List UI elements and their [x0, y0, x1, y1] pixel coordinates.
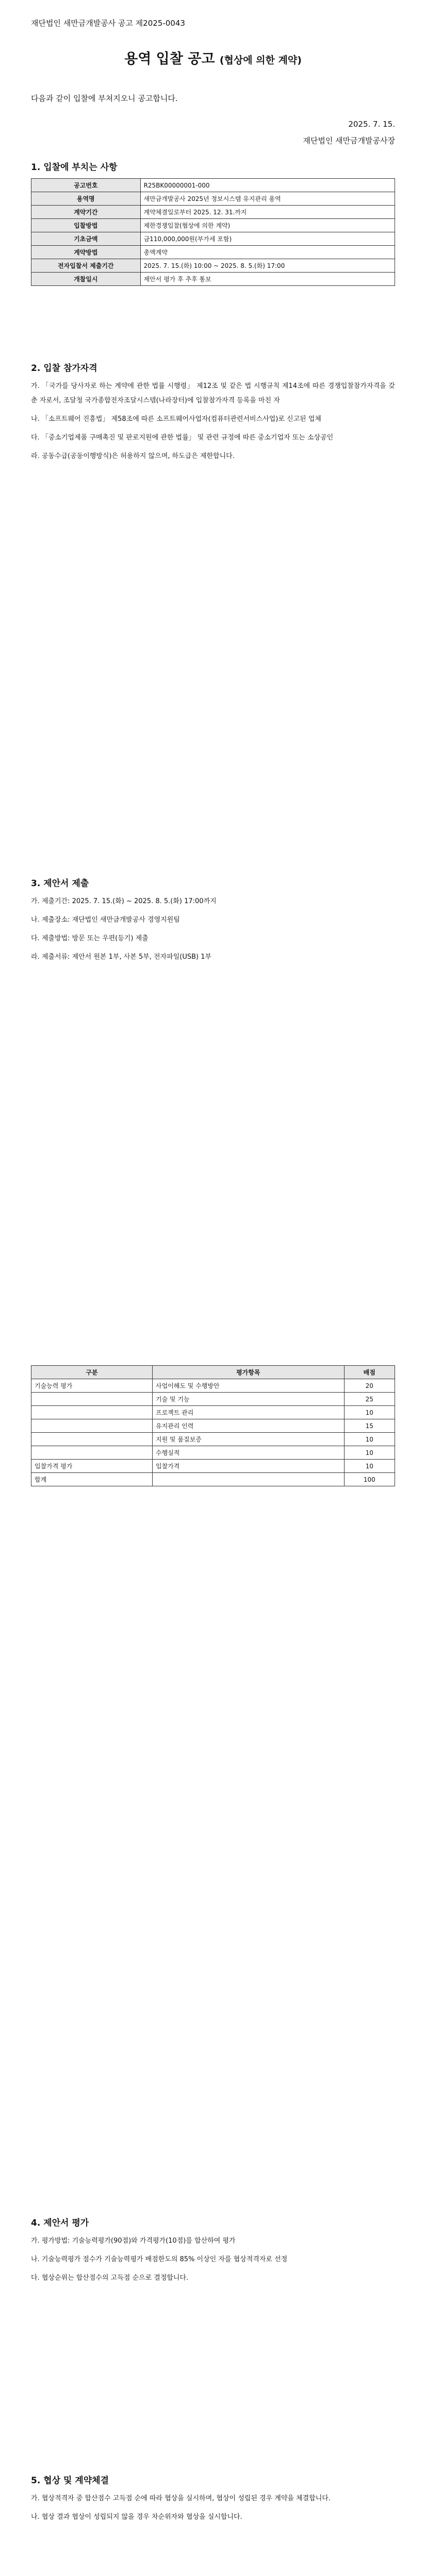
- title-sub: (협상에 의한 계약): [219, 55, 302, 66]
- column-header: 평가항목: [153, 1366, 345, 1379]
- table-cell: 기술능력 평가: [31, 1379, 153, 1393]
- row-value: 금110,000,000원(부가세 포함): [140, 232, 395, 246]
- table-cell: [31, 1419, 153, 1433]
- table-row: [31, 192, 395, 206]
- row-value: R25BK00000001-000: [140, 179, 395, 192]
- table-row: [31, 1406, 395, 1419]
- row-key: 계약방법: [31, 246, 141, 259]
- section-2-title: 2. 입찰 참가자격: [31, 363, 97, 374]
- section-2-body: [31, 379, 395, 468]
- row-value: 계약체결일로부터 2025. 12. 31.까지: [140, 206, 395, 219]
- table-cell: 15: [344, 1419, 395, 1433]
- list-item: 나. 제출장소: 재단법인 새만금개발공사 경영지원팀: [31, 916, 180, 924]
- column-header: 배점: [344, 1366, 395, 1379]
- table-cell: 100: [344, 1473, 395, 1486]
- table-row: [31, 1473, 395, 1486]
- table-cell: 수행실적: [153, 1446, 345, 1460]
- row-key: 개찰일시: [31, 273, 141, 286]
- table-row: [31, 206, 395, 219]
- table-cell: [31, 1393, 153, 1406]
- section-4-title: 4. 제안서 평가: [31, 2218, 89, 2228]
- list-item: 가. 협상적격자 중 합산점수 고득점 순에 따라 협상을 실시하며, 협상이 성립된 경우 계약을 체결합니다.: [31, 2495, 331, 2502]
- list-item: 다. 제출방법: 방문 또는 우편(등기) 제출: [31, 935, 149, 942]
- table-cell: 10: [344, 1433, 395, 1446]
- list-item: 가. 제출기간: 2025. 7. 15.(화) ~ 2025. 8. 5.(화) 17:00까지: [31, 897, 217, 905]
- table-cell: 유지관리 인력: [153, 1419, 345, 1433]
- table-cell: 기술 및 기능: [153, 1393, 345, 1406]
- row-value: 제안서 평가 후 추후 통보: [140, 273, 395, 286]
- row-key: 전자입찰서 제출기간: [31, 259, 141, 273]
- table-row: [31, 259, 395, 273]
- table-row: [31, 219, 395, 232]
- row-key: 공고번호: [31, 179, 141, 192]
- section-5-title: 5. 협상 및 계약체결: [31, 2476, 109, 2486]
- table-row: [31, 1379, 395, 1393]
- row-key: 계약기간: [31, 206, 141, 219]
- list-item: 가. 「국가를 당사자로 하는 계약에 관한 법률 시행령」 제12조 및 같은 법 시행규칙 제14조에 따른 경쟁입찰참가자격을 갖춘 자로서, 조달청 국가종합전자조달시스템(나라장터)에 입찰참가자격 등록을 마친 자: [31, 382, 395, 404]
- section-5-body: [31, 2492, 395, 2529]
- table-cell: 합계: [31, 1473, 153, 1486]
- list-item: 라. 공동수급(공동이행방식)은 허용하지 않으며, 하도급은 제한합니다.: [31, 452, 235, 460]
- table-row: [31, 179, 395, 192]
- table-row: [31, 1460, 395, 1473]
- row-key: 입찰방법: [31, 219, 141, 232]
- table-row: [31, 1446, 395, 1460]
- intro-text: 다음과 같이 입찰에 부쳐지오니 공고합니다.: [31, 94, 178, 103]
- table-row: [31, 273, 395, 286]
- page-title: [31, 47, 395, 67]
- table-row: [31, 246, 395, 259]
- table-row: [31, 1433, 395, 1446]
- table-cell: 사업이해도 및 수행방안: [153, 1379, 345, 1393]
- section-3-body: [31, 894, 395, 969]
- table-cell: 지원 및 품질보증: [153, 1433, 345, 1446]
- table-row: [31, 1419, 395, 1433]
- row-key: 기초금액: [31, 232, 141, 246]
- row-value: 2025. 7. 15.(화) 10:00 ~ 2025. 8. 5.(화) 17:00: [140, 259, 395, 273]
- table-cell: 20: [344, 1379, 395, 1393]
- list-item: 나. 기술능력평가 점수가 기술능력평가 배점한도의 85% 이상인 자를 협상적격자로 선정: [31, 2256, 288, 2263]
- org-name: 재단법인 새만금개발공사장: [303, 136, 395, 145]
- row-key: 용역명: [31, 192, 141, 206]
- section-3-title: 3. 제안서 제출: [31, 878, 89, 889]
- column-header: 구분: [31, 1366, 153, 1379]
- table-row: [31, 1393, 395, 1406]
- table-cell: 10: [344, 1406, 395, 1419]
- table-cell: [31, 1433, 153, 1446]
- row-value: 제한경쟁입찰(협상에 의한 계약): [140, 219, 395, 232]
- table-cell: 입찰가격 평가: [31, 1460, 153, 1473]
- list-item: 나. 「소프트웨어 진흥법」 제58조에 따른 소프트웨어사업자(컴퓨터관련서비스사업)로 신고된 업체: [31, 415, 321, 423]
- table-cell: 25: [344, 1393, 395, 1406]
- eval-table: [31, 1365, 395, 1486]
- list-item: 다. 협상순위는 합산점수의 고득점 순으로 결정합니다.: [31, 2274, 189, 2282]
- list-item: 라. 제출서류: 제안서 원본 1부, 사본 5부, 전자파일(USB) 1부: [31, 953, 212, 961]
- table-cell: [31, 1406, 153, 1419]
- list-item: 나. 협상 결과 협상이 성립되지 않을 경우 차순위자와 협상을 실시합니다.: [31, 2513, 242, 2521]
- table-cell: [153, 1473, 345, 1486]
- table-cell: 10: [344, 1460, 395, 1473]
- row-value: 새만금개발공사 2025년 정보시스템 유지관리 용역: [140, 192, 395, 206]
- doc-id: 재단법인 새만금개발공사 공고 제2025-0043: [31, 19, 185, 28]
- title-main: 용역 입찰 공고: [124, 51, 215, 67]
- section-1-table: [31, 178, 395, 286]
- table-cell: 입찰가격: [153, 1460, 345, 1473]
- row-value: 총액계약: [140, 246, 395, 259]
- list-item: 가. 평가방법: 기술능력평가(90점)와 가격평가(10점)를 합산하여 평가: [31, 2237, 236, 2245]
- table-cell: [31, 1446, 153, 1460]
- table-row: [31, 232, 395, 246]
- table-cell: 10: [344, 1446, 395, 1460]
- section-1-title: 1. 입찰에 부치는 사항: [31, 162, 118, 173]
- date: 2025. 7. 15.: [348, 120, 395, 129]
- table-cell: 프로젝트 관리: [153, 1406, 345, 1419]
- section-4-body: [31, 2234, 395, 2290]
- list-item: 다. 「중소기업제품 구매촉진 및 판로지원에 관한 법률」 및 관련 규정에 따른 중소기업자 또는 소상공인: [31, 434, 334, 442]
